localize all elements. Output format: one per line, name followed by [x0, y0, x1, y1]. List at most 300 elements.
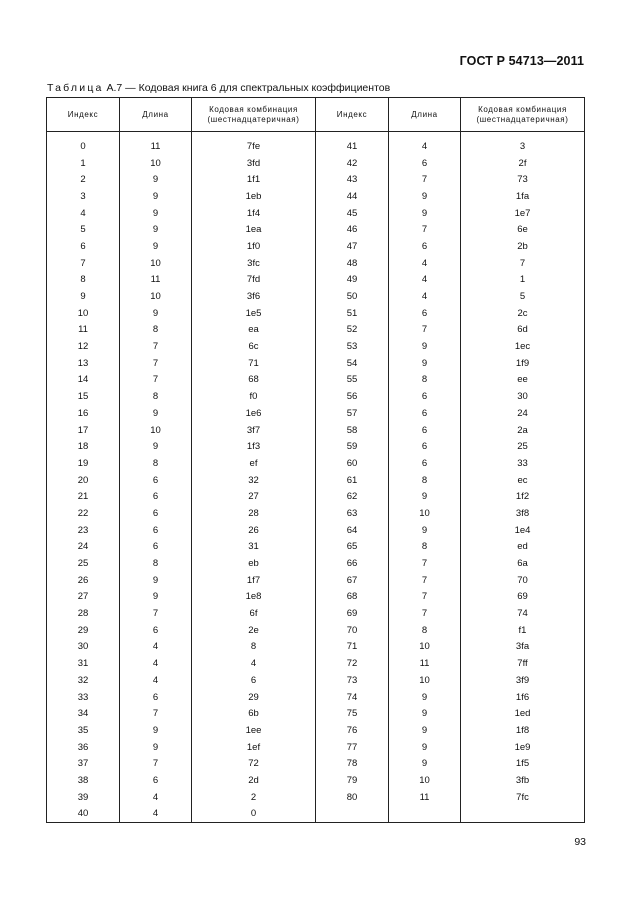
table-cell: 2a	[461, 422, 585, 439]
table-cell: 6	[120, 505, 192, 522]
table-cell: 22	[47, 505, 120, 522]
table-body	[47, 132, 585, 823]
table-row	[47, 372, 585, 389]
table-cell: 10	[389, 772, 461, 789]
table-cell: 7	[120, 355, 192, 372]
table-cell: 37	[47, 755, 120, 772]
table-cell: 4	[192, 655, 316, 672]
table-cell: 11	[47, 322, 120, 339]
table-row	[47, 221, 585, 238]
table-cell: 1ee	[192, 722, 316, 739]
table-cell: 6	[389, 155, 461, 172]
table-cell: 9	[120, 205, 192, 222]
table-header-row	[47, 98, 585, 132]
table-cell: 80	[316, 789, 389, 806]
table-cell: 2e	[192, 622, 316, 639]
table-cell: 61	[316, 472, 389, 489]
table-row	[47, 672, 585, 689]
table-cell: 3	[461, 132, 585, 155]
table-cell: 73	[461, 171, 585, 188]
table-cell: 6	[389, 305, 461, 322]
table-row	[47, 355, 585, 372]
table-row	[47, 132, 585, 155]
table-cell: 11	[389, 655, 461, 672]
table-cell: 48	[316, 255, 389, 272]
table-row	[47, 705, 585, 722]
document-id: ГОСТ Р 54713—2011	[459, 54, 584, 68]
table-cell: 1	[461, 272, 585, 289]
table-cell: 10	[389, 672, 461, 689]
table-cell: 1e7	[461, 205, 585, 222]
table-row	[47, 555, 585, 572]
table-cell: 24	[47, 539, 120, 556]
table-cell: 7	[389, 555, 461, 572]
table-cell: 1f7	[192, 572, 316, 589]
table-cell: 6	[47, 238, 120, 255]
table-row	[47, 789, 585, 806]
table-cell: 27	[47, 589, 120, 606]
table-cell: 6	[389, 238, 461, 255]
table-cell: 5	[47, 221, 120, 238]
table-cell: 2d	[192, 772, 316, 789]
table-cell: 8	[120, 322, 192, 339]
table-cell: 9	[120, 589, 192, 606]
table-row	[47, 405, 585, 422]
table-cell: 29	[192, 689, 316, 706]
table-cell: 2f	[461, 155, 585, 172]
table-cell: 55	[316, 372, 389, 389]
table-cell: 1	[47, 155, 120, 172]
table-cell: 1f6	[461, 689, 585, 706]
table-cell: 1e8	[192, 589, 316, 606]
table-cell: 4	[389, 255, 461, 272]
table-row	[47, 488, 585, 505]
table-cell: 9	[120, 739, 192, 756]
table-cell: 2	[47, 171, 120, 188]
table-row	[47, 505, 585, 522]
column-header: Длина	[120, 98, 192, 132]
table-cell: 0	[192, 806, 316, 823]
table-cell: 33	[461, 455, 585, 472]
table-row	[47, 255, 585, 272]
table-cell: 6e	[461, 221, 585, 238]
table-cell: 76	[316, 722, 389, 739]
table-cell: 2c	[461, 305, 585, 322]
table-cell: 1f8	[461, 722, 585, 739]
table-cell: 9	[120, 405, 192, 422]
table-cell: 1f4	[192, 205, 316, 222]
table-cell: 6	[120, 689, 192, 706]
table-cell: 7	[120, 755, 192, 772]
table-cell: 7	[47, 255, 120, 272]
table-cell: 9	[47, 288, 120, 305]
table-cell: 6	[120, 488, 192, 505]
table-cell: 13	[47, 355, 120, 372]
table-cell: 7	[120, 372, 192, 389]
table-cell: 12	[47, 338, 120, 355]
table-cell: 8	[120, 388, 192, 405]
table-cell: 41	[316, 132, 389, 155]
table-cell: 45	[316, 205, 389, 222]
table-cell: 6d	[461, 322, 585, 339]
table-cell: 7	[389, 589, 461, 606]
table-cell: 7	[120, 338, 192, 355]
table-cell: ed	[461, 539, 585, 556]
table-row	[47, 639, 585, 656]
table-cell: 11	[120, 132, 192, 155]
table-cell: 56	[316, 388, 389, 405]
table-cell: 16	[47, 405, 120, 422]
table-cell: 0	[47, 132, 120, 155]
table-cell: 1e9	[461, 739, 585, 756]
table-cell: 63	[316, 505, 389, 522]
table-cell: 2b	[461, 238, 585, 255]
table-cell: 9	[389, 705, 461, 722]
table-cell: 9	[120, 438, 192, 455]
table-cell: 7	[389, 322, 461, 339]
table-cell: 9	[389, 689, 461, 706]
table-cell: 9	[389, 205, 461, 222]
table-row	[47, 572, 585, 589]
table-cell: 3fd	[192, 155, 316, 172]
table-cell: 30	[461, 388, 585, 405]
table-cell: 1ea	[192, 221, 316, 238]
table-cell: 70	[461, 572, 585, 589]
table-cell: 4	[120, 806, 192, 823]
table-cell: 4	[120, 655, 192, 672]
table-cell: 23	[47, 522, 120, 539]
table-cell: 1fa	[461, 188, 585, 205]
table-cell: 28	[192, 505, 316, 522]
table-row	[47, 322, 585, 339]
table-cell: 46	[316, 221, 389, 238]
table-row	[47, 755, 585, 772]
table-caption	[47, 82, 390, 94]
table-row	[47, 539, 585, 556]
table-cell: 26	[47, 572, 120, 589]
table-cell: 19	[47, 455, 120, 472]
table-cell: 9	[389, 355, 461, 372]
table-cell: 1f3	[192, 438, 316, 455]
table-row	[47, 622, 585, 639]
table-cell: 6f	[192, 605, 316, 622]
table-cell: 1f5	[461, 755, 585, 772]
table-cell: 70	[316, 622, 389, 639]
table-cell: 8	[192, 639, 316, 656]
table-row	[47, 238, 585, 255]
table-row	[47, 338, 585, 355]
table-cell: 6c	[192, 338, 316, 355]
table-cell: 8	[389, 472, 461, 489]
table-cell: 10	[389, 505, 461, 522]
table-cell: 9	[389, 188, 461, 205]
table-cell: 3fc	[192, 255, 316, 272]
table-cell: 1e6	[192, 405, 316, 422]
table-cell: 6	[120, 472, 192, 489]
table-cell: 31	[47, 655, 120, 672]
table-cell: 11	[120, 272, 192, 289]
table-cell	[461, 806, 585, 823]
table-cell: 38	[47, 772, 120, 789]
table-cell: 10	[389, 639, 461, 656]
table-row	[47, 388, 585, 405]
table-cell: 6	[389, 438, 461, 455]
table-cell: 51	[316, 305, 389, 322]
table-cell: 6	[389, 455, 461, 472]
table-cell: 4	[120, 789, 192, 806]
table-cell: 10	[120, 155, 192, 172]
table-cell: 57	[316, 405, 389, 422]
table-cell: 79	[316, 772, 389, 789]
table-row	[47, 205, 585, 222]
page-number: 93	[574, 836, 586, 848]
table-cell: 28	[47, 605, 120, 622]
table-cell: 5	[461, 288, 585, 305]
table-cell: 6	[389, 388, 461, 405]
table-cell: 9	[120, 221, 192, 238]
table-cell: 68	[316, 589, 389, 606]
table-cell: 17	[47, 422, 120, 439]
table-cell: 1ec	[461, 338, 585, 355]
table-cell: 1e4	[461, 522, 585, 539]
table-cell: 71	[192, 355, 316, 372]
table-cell: 1f9	[461, 355, 585, 372]
table-cell: eb	[192, 555, 316, 572]
table-cell: 7	[389, 572, 461, 589]
table-row	[47, 605, 585, 622]
table-row	[47, 171, 585, 188]
table-cell: 31	[192, 539, 316, 556]
table-cell: 1e5	[192, 305, 316, 322]
table-cell: 2	[192, 789, 316, 806]
table-cell: 1ed	[461, 705, 585, 722]
table-cell: 9	[120, 188, 192, 205]
table-cell: 18	[47, 438, 120, 455]
table-cell: 7ff	[461, 655, 585, 672]
table-cell: 74	[316, 689, 389, 706]
table-cell: 9	[120, 305, 192, 322]
table-cell: ec	[461, 472, 585, 489]
table-cell: 7	[461, 255, 585, 272]
table-cell: 33	[47, 689, 120, 706]
table-cell: 10	[120, 288, 192, 305]
table-cell: 6	[120, 522, 192, 539]
table-cell: 3	[47, 188, 120, 205]
table-cell: 60	[316, 455, 389, 472]
table-cell: 29	[47, 622, 120, 639]
table-cell: 6	[192, 672, 316, 689]
table-cell: 50	[316, 288, 389, 305]
table-cell: 66	[316, 555, 389, 572]
table-cell: 7	[389, 171, 461, 188]
table-row	[47, 806, 585, 823]
table-cell: 71	[316, 639, 389, 656]
table-cell: 4	[47, 205, 120, 222]
table-cell: f0	[192, 388, 316, 405]
column-header: Кодовая комбинация (шестнадцатеричная)	[461, 98, 585, 132]
table-cell: 40	[47, 806, 120, 823]
table-cell: 62	[316, 488, 389, 505]
table-cell: 25	[47, 555, 120, 572]
table-cell: 11	[389, 789, 461, 806]
table-cell: 9	[120, 171, 192, 188]
table-cell: 20	[47, 472, 120, 489]
table-cell: 47	[316, 238, 389, 255]
table-cell: 25	[461, 438, 585, 455]
table-cell: 15	[47, 388, 120, 405]
table-cell: 8	[120, 555, 192, 572]
table-cell: 58	[316, 422, 389, 439]
table-cell: 7	[120, 605, 192, 622]
table-row	[47, 522, 585, 539]
table-cell: 72	[192, 755, 316, 772]
table-cell: 54	[316, 355, 389, 372]
table-cell: 8	[120, 455, 192, 472]
table-cell: ee	[461, 372, 585, 389]
table-cell: 4	[389, 288, 461, 305]
table-caption-text: А.7 — Кодовая книга 6 для спектральных коэффициентов	[103, 82, 391, 94]
table-row	[47, 438, 585, 455]
table-cell: 6	[120, 539, 192, 556]
table-cell: 9	[120, 572, 192, 589]
table-cell: 64	[316, 522, 389, 539]
table-cell: 14	[47, 372, 120, 389]
table-cell: 27	[192, 488, 316, 505]
table-cell: 3f7	[192, 422, 316, 439]
table-cell: 10	[120, 255, 192, 272]
table-cell: 8	[389, 622, 461, 639]
table-row	[47, 739, 585, 756]
table-cell: 1f1	[192, 171, 316, 188]
table-cell: 4	[389, 132, 461, 155]
table-cell: 8	[389, 372, 461, 389]
table-row	[47, 722, 585, 739]
table-cell: 69	[461, 589, 585, 606]
table-cell: 1f0	[192, 238, 316, 255]
table-cell: 9	[389, 488, 461, 505]
table-cell: 1ef	[192, 739, 316, 756]
table-cell: 9	[389, 522, 461, 539]
table-cell: 42	[316, 155, 389, 172]
table-cell: 65	[316, 539, 389, 556]
table-cell: 6a	[461, 555, 585, 572]
table-cell	[389, 806, 461, 823]
table-cell: 7	[389, 221, 461, 238]
table-cell: 8	[389, 539, 461, 556]
table-row	[47, 455, 585, 472]
table-cell: 9	[120, 238, 192, 255]
table-row	[47, 305, 585, 322]
table-cell: 52	[316, 322, 389, 339]
table-cell: 53	[316, 338, 389, 355]
table-cell: 6b	[192, 705, 316, 722]
table-cell: 32	[47, 672, 120, 689]
table-cell: 10	[120, 422, 192, 439]
table-cell: 7fd	[192, 272, 316, 289]
table-cell: 8	[47, 272, 120, 289]
table-cell: 6	[120, 622, 192, 639]
table-cell: 69	[316, 605, 389, 622]
table-cell: 21	[47, 488, 120, 505]
table-cell: 3fb	[461, 772, 585, 789]
codebook-table	[46, 97, 585, 823]
table-cell: 3f6	[192, 288, 316, 305]
table-cell: 4	[120, 672, 192, 689]
table-cell: 9	[389, 338, 461, 355]
table-cell: 9	[389, 722, 461, 739]
table-row	[47, 655, 585, 672]
table-cell: 1eb	[192, 188, 316, 205]
table-cell: 24	[461, 405, 585, 422]
table-row	[47, 272, 585, 289]
table-cell: 44	[316, 188, 389, 205]
table-cell: ea	[192, 322, 316, 339]
table-cell: 39	[47, 789, 120, 806]
table-cell: 30	[47, 639, 120, 656]
column-header: Индекс	[316, 98, 389, 132]
table-row	[47, 188, 585, 205]
table-cell: 49	[316, 272, 389, 289]
table-cell: 34	[47, 705, 120, 722]
table-cell: 75	[316, 705, 389, 722]
table-cell: 4	[389, 272, 461, 289]
table-cell: 7	[120, 705, 192, 722]
table-cell: 68	[192, 372, 316, 389]
table-cell: 9	[389, 755, 461, 772]
table-cell: 74	[461, 605, 585, 622]
table-cell: 36	[47, 739, 120, 756]
column-header: Индекс	[47, 98, 120, 132]
column-header: Длина	[389, 98, 461, 132]
table-cell: 9	[389, 739, 461, 756]
table-cell: 77	[316, 739, 389, 756]
table-cell: 6	[389, 422, 461, 439]
table-cell: 3f9	[461, 672, 585, 689]
table-cell: 59	[316, 438, 389, 455]
table-row	[47, 589, 585, 606]
table-cell: 7	[389, 605, 461, 622]
table-cell: 78	[316, 755, 389, 772]
table-cell: 7fe	[192, 132, 316, 155]
table-cell: 10	[47, 305, 120, 322]
table-cell	[316, 806, 389, 823]
table-cell: ef	[192, 455, 316, 472]
table-cell: 4	[120, 639, 192, 656]
table-row	[47, 472, 585, 489]
table-row	[47, 689, 585, 706]
table-cell: 67	[316, 572, 389, 589]
table-cell: f1	[461, 622, 585, 639]
table-row	[47, 422, 585, 439]
table-cell: 43	[316, 171, 389, 188]
table-cell: 7fc	[461, 789, 585, 806]
table-row	[47, 155, 585, 172]
table-row	[47, 288, 585, 305]
table-cell: 35	[47, 722, 120, 739]
table-cell: 72	[316, 655, 389, 672]
table-cell: 6	[389, 405, 461, 422]
table-cell: 3f8	[461, 505, 585, 522]
table-cell: 26	[192, 522, 316, 539]
column-header: Кодовая комбинация (шестнадцатеричная)	[192, 98, 316, 132]
table-cell: 6	[120, 772, 192, 789]
table-row	[47, 772, 585, 789]
table-cell: 32	[192, 472, 316, 489]
table-cell: 73	[316, 672, 389, 689]
table-caption-prefix: Таблица	[47, 82, 104, 94]
table-cell: 9	[120, 722, 192, 739]
table-cell: 3fa	[461, 639, 585, 656]
